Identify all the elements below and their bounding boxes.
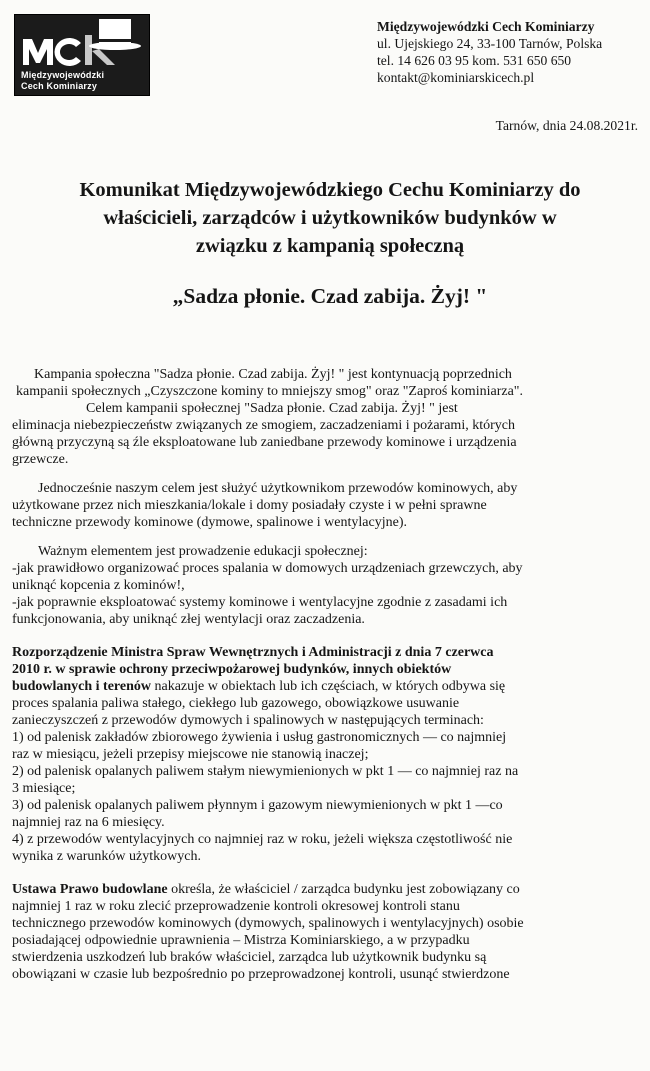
text-line: proces spalania paliwa stałego, ciekłego lub gazowego, obowiązkowe usuwanie (12, 696, 460, 711)
organization-phone: tel. 14 626 03 95 kom. 531 650 650 (377, 53, 572, 68)
text-line: wynika z warunków użytkowych. (12, 849, 201, 864)
text-fragment: nakazuje w obiektach lub ich częściach, w których odbywa się (150, 679, 506, 694)
campaign-slogan: „Sadza płonie. Czad zabija. Żyj! " (172, 284, 488, 308)
text-line: główną przyczyną są źle eksploatowane lub zaniedbane przewody kominowe i urządzenia (12, 435, 517, 450)
paragraph-regulation (12, 644, 638, 865)
document-title (50, 176, 610, 260)
paragraph-goal (12, 480, 638, 531)
text-line: Kampania społeczna "Sadza płonie. Czad zabija. Żyj! " jest kontynuacją poprzednich (34, 367, 512, 382)
paragraph-building-law (12, 881, 638, 983)
text-line: zanieczyszczeń z przewodów dymowych i spalinowych w następujących terminach: (12, 713, 484, 728)
text-line: uniknąć kopcenia z kominów!, (12, 578, 185, 593)
paragraph-education (12, 543, 638, 628)
document-body (12, 366, 638, 983)
text-fragment: określa, że właściciel / zarządca budynku jest zobowiązany co (167, 882, 520, 897)
text-line: raz w miesiącu, jeżeli przepisy miejscowe nie stanowią inaczej; (12, 747, 369, 762)
organization-address: ul. Ujejskiego 24, 33-100 Tarnów, Polska (377, 36, 603, 51)
list-item: 2) od palenisk opalanych paliwem stałym niewymienionych w pkt 1 — co najmniej raz na (12, 764, 519, 779)
title-line: związku z kampanią społeczną (195, 235, 465, 257)
title-line: właścicieli, zarządców i użytkowników budynków w (103, 207, 557, 229)
regulation-title: Rozporządzenie Ministra Spraw Wewnętrznych i Administracji z dnia 7 czerwca (12, 645, 494, 660)
list-item: 4) z przewodów wentylacyjnych co najmniej raz w roku, jeżeli większa częstotliwość nie (12, 832, 513, 847)
document-date: Tarnów, dnia 24.08.2021r. (495, 118, 638, 133)
text-line: techniczne przewody kominowe (dymowe, spalinowe i wentylacyjne). (12, 515, 407, 530)
logo-text-line2: Cech Kominiarzy (21, 81, 98, 91)
list-item: 3) od palenisk opalanych paliwem płynnym i gazowym niewymienionych w pkt 1 —co (12, 798, 503, 813)
organization-header (377, 18, 602, 86)
company-logo (14, 14, 150, 96)
text-line: użytkowane przez nich mieszkania/lokale i domy posiadały czyste i w pełni sprawne (12, 498, 487, 513)
text-line: najmniej 1 raz w roku zlecić przeprowadzenie kontroli okresowej kontroli stanu (12, 899, 460, 914)
organization-name: Międzywojewódzki Cech Kominiarzy (377, 19, 595, 34)
text-line: technicznego przewodów kominowych (dymowych, spalinowych i wentylacyjnych) osobie (12, 916, 524, 931)
text-line: funkcjonowania, aby uniknąć złej wentylacji oraz zaczadzenia. (12, 612, 365, 627)
title-line: Komunikat Międzywojewódzkiego Cechu Kominiarzy do (79, 179, 581, 201)
law-title: Ustawa Prawo budowlane (12, 882, 168, 897)
text-line: eliminacja niebezpieczeństw związanych ze smogiem, zaczadzeniami i pożarami, których (12, 418, 515, 433)
text-line: posiadającej odpowiednie uprawnienia – Mistrza Kominiarskiego, a w przypadku (12, 933, 470, 948)
regulation-title: 2010 r. w sprawie ochrony przeciwpożarowej budynków, innych obiektów (12, 662, 452, 677)
text-line: stwierdzenia uszkodzeń lub braków właściciel, zarządca lub użytkownik budynku są (12, 950, 487, 965)
list-item: 1) od palenisk zakładów zbiorowego żywienia i usług gastronomicznych — co najmniej (12, 730, 507, 745)
text-line: kampanii społecznych „Czyszczone kominy to mniejszy smog" oraz "Zaproś kominiarza". (16, 384, 523, 399)
text-line: -jak poprawnie eksploatować systemy kominowe i wentylacyjne zgodnie z zasadami ich (12, 595, 508, 610)
regulation-title: budowlanych i terenów (12, 679, 151, 694)
text-line: Jednocześnie naszym celem jest służyć użytkownikom przewodów kominowych, aby (38, 481, 518, 496)
text-line: Celem kampanii społecznej "Sadza płonie. Czad zabija. Żyj! " jest (86, 401, 458, 416)
text-line: 3 miesiące; (12, 781, 76, 796)
text-line: -jak prawidłowo organizować proces spalania w domowych urządzeniach grzewczych, aby (12, 561, 523, 576)
text-line: obowiązani w czasie lub bezpośrednio po przeprowadzonej kontroli, usunąć stwierdzone (12, 967, 510, 982)
text-line: grzewcze. (12, 452, 69, 467)
logo-text-line1: Międzywojewódzki (21, 70, 105, 80)
text-line: Ważnym elementem jest prowadzenie edukacji społecznej: (38, 544, 368, 559)
text-line: najmniej raz na 6 miesięcy. (12, 815, 165, 830)
organization-email: kontakt@kominiarskicech.pl (377, 70, 535, 85)
paragraph-campaign (12, 366, 638, 468)
